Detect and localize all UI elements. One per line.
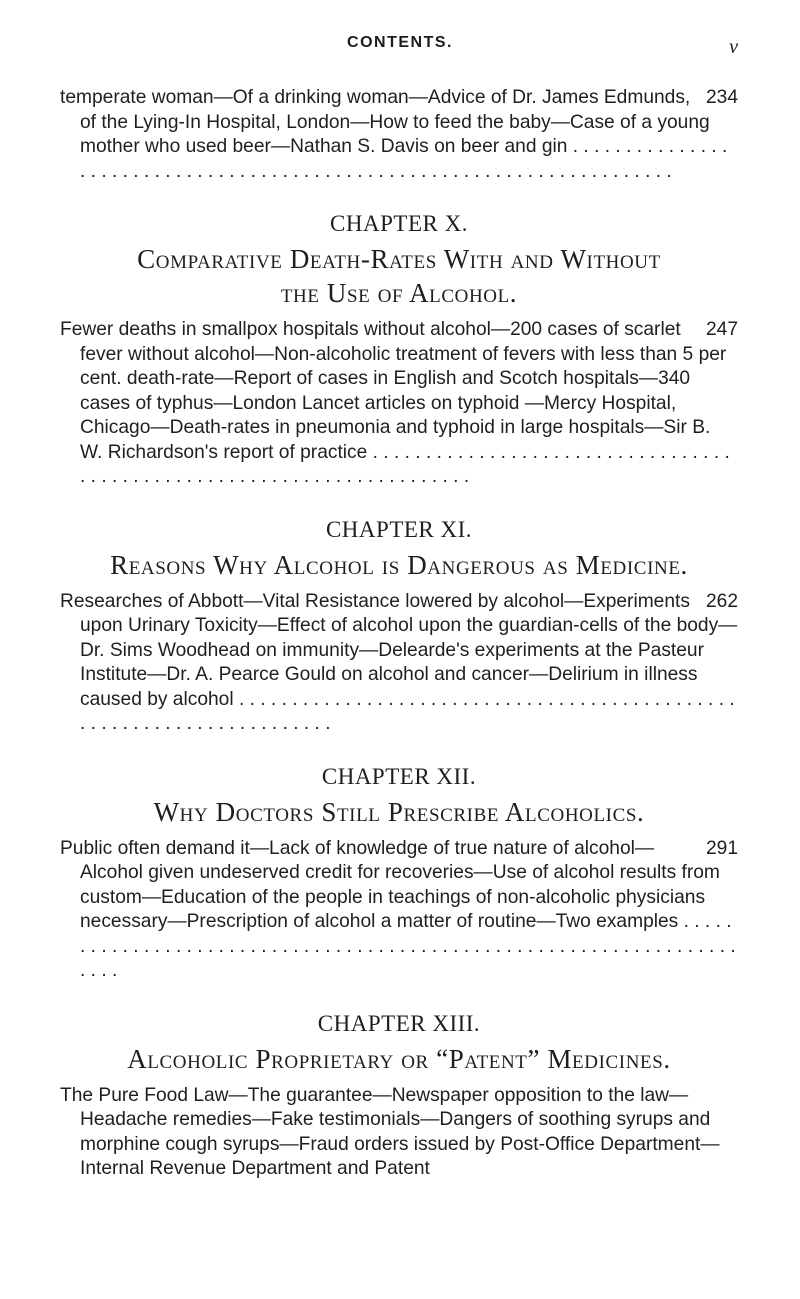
chapter-number: CHAPTER X. [330,211,468,236]
intro-entry [60,86,738,184]
chapter-entry [60,1010,738,1182]
chapter-number: CHAPTER XI. [325,516,473,542]
chapter-title-line: the Use of Alcohol. [280,278,518,308]
intro-page-number: 234 [705,87,738,108]
chapter-number: CHAPTER XIII. [317,1010,481,1036]
chapter-page-number: 262 [705,590,738,612]
page-header [0,34,800,58]
intro-summary: temperate woman—Of a drinking woman—Advice of Dr. James Edmunds, of the Lying-In Hospital, London—How to feed the baby—Case of a young mother who used beer—Nathan S. Davis on beer and gin . . . [60,87,727,182]
chapter-title: Alcoholic Proprietary or “Patent” Medicines. [127,1043,671,1074]
chapter-entry [60,210,738,490]
chapter-entry [60,516,738,737]
chapter-page-number: 247 [705,319,738,340]
contents-body [60,86,738,1182]
page-number: v [729,36,738,58]
chapter-summary-entry [60,1084,738,1182]
chapter-title [60,242,738,310]
chapter-title-line: Comparative Death-Rates With and Without [137,244,661,274]
chapter-summary-entry [60,837,738,984]
chapter-page-number: 291 [705,837,738,859]
chapter-summary-entry [60,590,738,737]
chapter-summary: Fewer deaths in smallpox hospitals without alcohol—200 cases of scarlet fever without alcohol—Non-alcoholic treatment of fevers with less than 5 per cent. death-rate—Report of cases in English and Scotch hospitals—340 cases of typhus—London Lancet articles on typhoid —Mercy Hospital, Chicago—Death-rates in pneumonia and typhoid in large hospitals—Sir B. W. Richardson's report of practice . . . [60,319,730,487]
chapter-title: Reasons Why Alcohol is Dangerous as Medicine. [110,549,688,580]
chapter-title: Why Doctors Still Prescribe Alcoholics. [153,796,645,827]
chapter-summary: Public often demand it—Lack of knowledge of true nature of alcohol—Alcohol given undeserved credit for recoveries—Use of alcohol results from custom—Education of the people in teachings of non-alcoholic physicians necessary—Prescription of alcohol a matter of routine—Two examples . . . [60,838,736,982]
chapter-number: CHAPTER XII. [321,763,477,789]
running-title: CONTENTS. [347,34,453,51]
chapter-summary: The Pure Food Law—The guarantee—Newspaper opposition to the law—Headache remedies—Fake testimonials—Dangers of soothing syrups and morphine cough syrups—Fraud orders issued by Post-Office Department—Internal Revenue Department and Patent [60,1084,720,1179]
chapter-entry [60,763,738,984]
chapter-summary: Researches of Abbott—Vital Resistance lowered by alcohol—Experiments upon Urinary Toxicity—Effect of alcohol upon the guardian-cells of the body—Dr. Sims Woodhead on immunity—Delearde's experiments at the Pasteur Institute—Dr. A. Pearce Gould on alcohol and cancer—Delirium in illness caused by alcohol . . . [60,591,737,735]
chapter-summary-entry [60,318,738,490]
